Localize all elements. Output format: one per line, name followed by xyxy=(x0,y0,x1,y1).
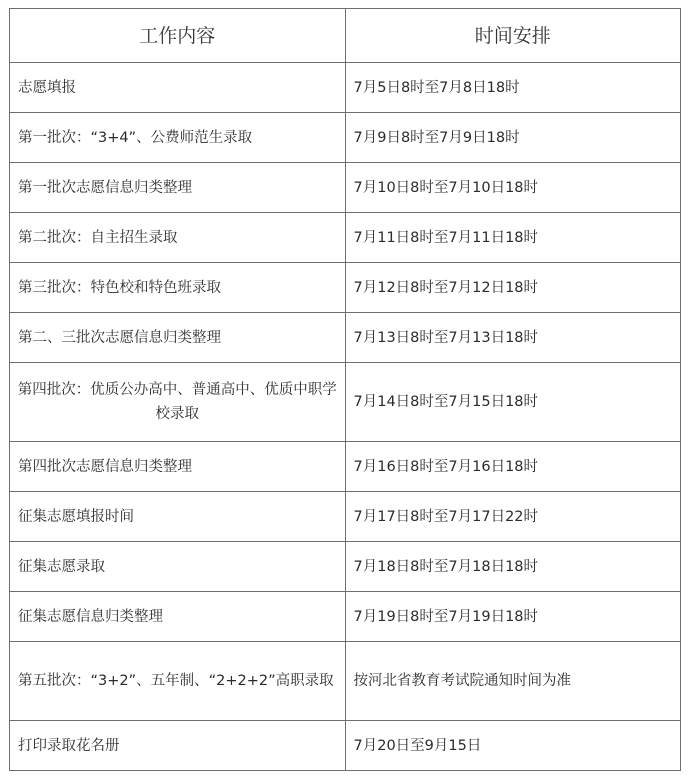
task-cell: 第三批次：特色校和特色班录取 xyxy=(10,263,346,313)
time-cell: 7月9日8时至7月9日18时 xyxy=(345,113,681,163)
task-cell: 征集志愿信息归类整理 xyxy=(10,592,346,642)
task-cell: 第二、三批次志愿信息归类整理 xyxy=(10,313,346,363)
time-cell: 7月20日至9月15日 xyxy=(345,721,681,771)
table-row xyxy=(10,642,681,721)
task-cell: 第一批次：“3+4”、公费师范生录取 xyxy=(10,113,346,163)
table-row xyxy=(10,721,681,771)
task-cell: 志愿填报 xyxy=(10,63,346,113)
time-cell: 7月11日8时至7月11日18时 xyxy=(345,213,681,263)
admission-schedule-table xyxy=(9,8,681,771)
table-row xyxy=(10,263,681,313)
table-header-row xyxy=(10,9,681,63)
table-row xyxy=(10,63,681,113)
time-cell: 7月5日8时至7月8日18时 xyxy=(345,63,681,113)
task-cell: 打印录取花名册 xyxy=(10,721,346,771)
table-row xyxy=(10,592,681,642)
task-cell: 第五批次：“3+2”、五年制、“2+2+2”高职录取 xyxy=(10,642,346,721)
task-cell: 第四批次志愿信息归类整理 xyxy=(10,442,346,492)
table-row xyxy=(10,492,681,542)
table-row xyxy=(10,213,681,263)
time-cell: 7月10日8时至7月10日18时 xyxy=(345,163,681,213)
task-cell: 第二批次：自主招生录取 xyxy=(10,213,346,263)
time-cell: 7月12日8时至7月12日18时 xyxy=(345,263,681,313)
table-row xyxy=(10,113,681,163)
table-row xyxy=(10,542,681,592)
time-cell: 7月19日8时至7月19日18时 xyxy=(345,592,681,642)
time-cell: 7月17日8时至7月17日22时 xyxy=(345,492,681,542)
task-cell: 征集志愿填报时间 xyxy=(10,492,346,542)
time-cell: 7月14日8时至7月15日18时 xyxy=(345,363,681,442)
task-cell: 第一批次志愿信息归类整理 xyxy=(10,163,346,213)
table-row xyxy=(10,163,681,213)
header-work-content: 工作内容 xyxy=(10,9,346,63)
task-cell: 第四批次：优质公办高中、普通高中、优质中职学校录取 xyxy=(10,363,346,442)
time-cell: 按河北省教育考试院通知时间为准 xyxy=(345,642,681,721)
table-row xyxy=(10,363,681,442)
task-cell: 征集志愿录取 xyxy=(10,542,346,592)
header-time-schedule: 时间安排 xyxy=(345,9,681,63)
table-row xyxy=(10,442,681,492)
time-cell: 7月18日8时至7月18日18时 xyxy=(345,542,681,592)
table-row xyxy=(10,313,681,363)
time-cell: 7月16日8时至7月16日18时 xyxy=(345,442,681,492)
time-cell: 7月13日8时至7月13日18时 xyxy=(345,313,681,363)
